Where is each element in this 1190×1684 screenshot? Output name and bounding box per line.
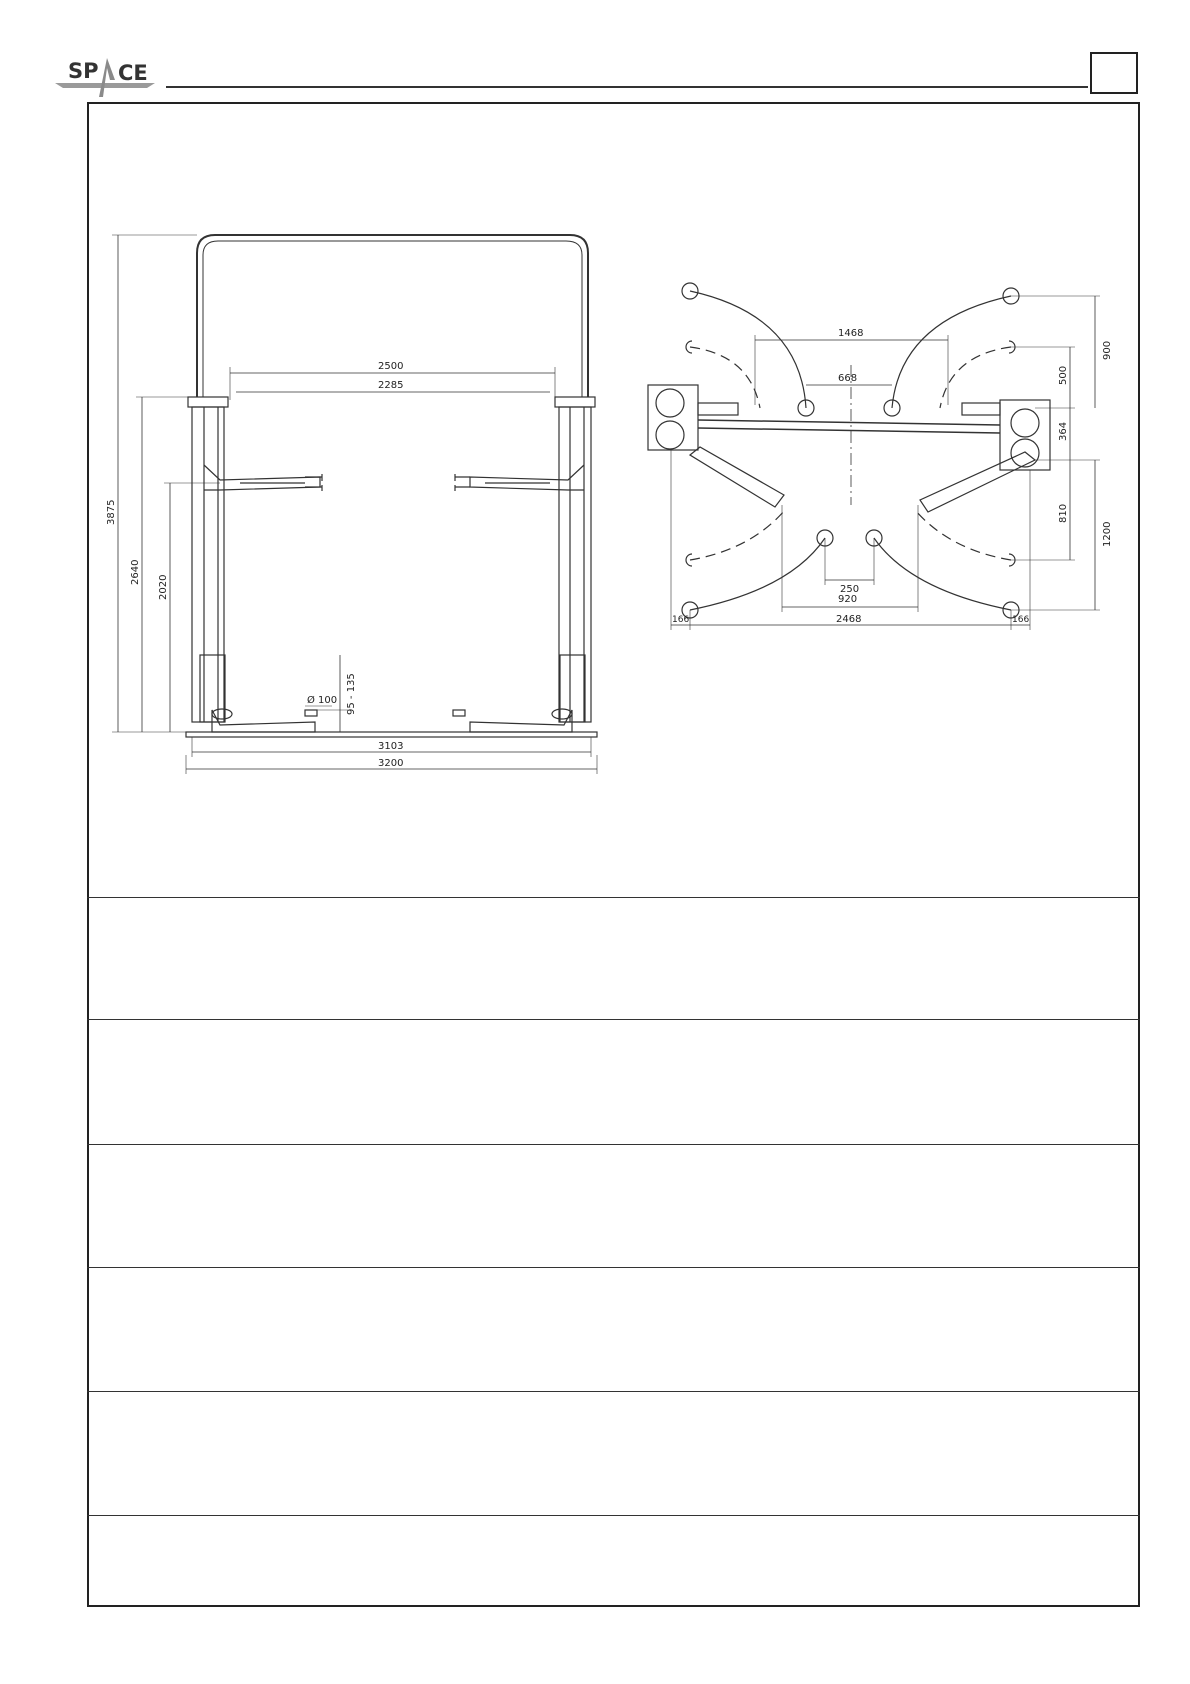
dim-rear-reach-short: 500 — [1058, 365, 1069, 385]
dim-base-inner: 3103 — [378, 741, 404, 752]
dim-front-gap-short: 250 — [840, 584, 860, 595]
row-divider — [87, 1019, 1140, 1020]
dim-max-lift: 2020 — [158, 574, 169, 600]
technical-drawings — [100, 225, 1130, 795]
dim-width-outer-top: 2500 — [378, 361, 404, 372]
dim-base-overall: 3200 — [378, 758, 404, 769]
dim-pad-diameter: Ø 100 — [307, 695, 338, 706]
dim-width-inner-top: 2285 — [378, 380, 404, 391]
row-divider — [87, 1391, 1140, 1392]
row-divider — [87, 1515, 1140, 1516]
dim-front-reach-short: 810 — [1058, 503, 1069, 523]
row-divider — [87, 897, 1140, 898]
space-logo — [55, 50, 165, 105]
top-view-drawing — [648, 283, 1113, 630]
dim-column-offset-left: 166 — [672, 615, 690, 625]
dim-front-gap: 920 — [838, 594, 858, 605]
page-number-box — [1090, 52, 1138, 94]
dim-column-offset-right: 166 — [1012, 615, 1030, 625]
row-divider — [87, 1267, 1140, 1268]
dim-pad-height: 95 - 135 — [346, 673, 357, 715]
logo-text-right: CE — [118, 61, 148, 85]
dim-front-reach: 1200 — [1102, 521, 1113, 547]
dim-rear-reach: 900 — [1102, 340, 1113, 360]
dim-arm-span-long: 1468 — [838, 328, 864, 339]
header-rule — [166, 86, 1088, 88]
front-view-drawing — [106, 235, 597, 774]
logo-text-left: SP — [68, 59, 99, 83]
dim-arm-span-short: 668 — [838, 373, 858, 384]
dim-column-height: 2640 — [130, 559, 141, 585]
dim-column-spacing: 2468 — [836, 614, 862, 625]
dim-overall-height: 3875 — [106, 499, 117, 525]
row-divider — [87, 1144, 1140, 1145]
dim-column-depth: 364 — [1058, 421, 1069, 441]
